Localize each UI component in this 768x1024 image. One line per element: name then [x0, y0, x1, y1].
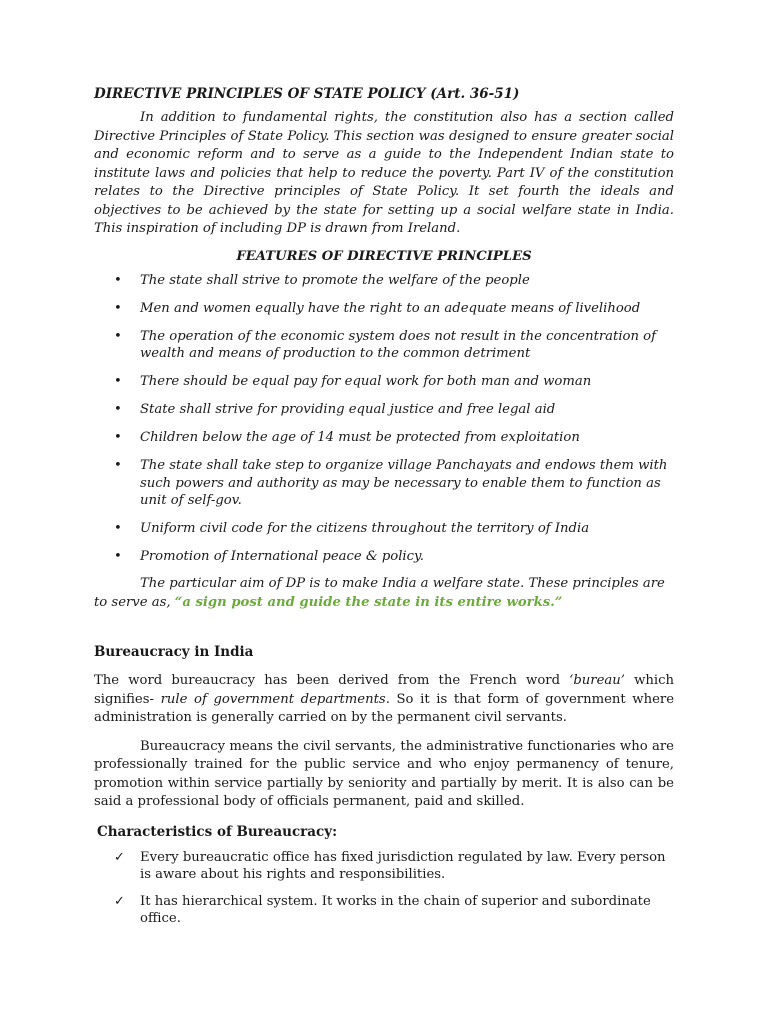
aim-paragraph — [94, 574, 674, 612]
feature-text: Men and women equally have the right to an adequate means of livelihood — [140, 300, 641, 316]
feature-item — [94, 328, 674, 363]
bullet-icon: • — [114, 272, 122, 288]
feature-item — [94, 520, 674, 538]
bullet-icon: • — [114, 402, 122, 417]
definition-word: ‘bureau’ — [569, 673, 625, 688]
intro-paragraph: In addition to fundamental rights, the constitution also has a section called Directive Principles of State Policy. This section was designed to ensure greater social and economic reform and to serve as a guide to the Independent Indian state to institute laws and policies that help to reduce the poverty. Part IV of the constitution relates to the Directive principles of State Policy. It set fourth the ideals and objectives to be achieved by the state for setting up a social welfare state in India. This inspiration of including DP is drawn from Ireland. — [94, 110, 674, 236]
feature-text: There should be equal pay for equal work for both man and woman — [140, 374, 592, 389]
feature-text: Children below the age of 14 must be protected from exploitation — [140, 430, 580, 445]
characteristics-heading: Characteristics of Bureaucracy: — [97, 823, 338, 840]
bullet-icon: • — [114, 328, 122, 344]
feature-item — [94, 272, 674, 290]
features-title: FEATURES OF DIRECTIVE PRINCIPLES — [236, 248, 532, 264]
bullet-icon: • — [114, 458, 122, 473]
characteristic-text: Every bureaucratic office has fixed jurisdiction regulated by law. Every person is aware about his rights and responsibilities. — [140, 849, 666, 882]
definition-rule: rule of government departments — [160, 691, 386, 707]
checkmark-icon: ✓ — [114, 893, 126, 909]
feature-text: The state shall take step to organize village Panchayats and endows them with such powers and authority as may be necessary to enable them to function as unit of self-gov. — [140, 458, 668, 508]
bullet-icon: • — [114, 521, 122, 536]
feature-text: Uniform civil code for the citizens throughout the territory of India — [140, 521, 590, 536]
characteristic-text: It has hierarchical system. It works in the chain of superior and subordinate office. — [140, 893, 651, 926]
bureaucracy-heading: Bureaucracy in India — [94, 644, 254, 660]
feature-item — [94, 373, 674, 391]
definition-text: The word bureaucracy has been derived from the French word — [94, 673, 570, 688]
characteristics-list — [94, 849, 674, 928]
bullet-icon: • — [114, 430, 122, 445]
feature-text: State shall strive for providing equal justice and free legal aid — [140, 402, 556, 417]
bullet-icon: • — [114, 374, 122, 389]
aim-quote: “a sign post and guide the state in its entire works.” — [174, 595, 563, 610]
bullet-icon: • — [114, 549, 122, 564]
aim-text: The particular aim of DP is to make India a welfare state. These principles are to serve as, — [94, 576, 665, 610]
feature-item — [94, 457, 674, 510]
bureaucracy-meaning: Bureaucracy means the civil servants, the administrative functionaries who are professionally trained for the public service and who enjoy permanency of tenure, promotion within service partially by seniority and partially by merit. It is also can be said a professional body of officials permanent, paid and skilled. — [94, 738, 674, 809]
doc-title: DIRECTIVE PRINCIPLES OF STATE POLICY (Art. 36-51) — [94, 86, 520, 102]
feature-text: The operation of the economic system does not result in the concentration of wealth and means of production to the common detriment — [140, 328, 656, 361]
checkmark-icon: ✓ — [114, 849, 126, 865]
definition-text: . So it is that form of government where administration is generally carried on by the permanent civil servants. — [94, 691, 675, 725]
characteristic-item — [94, 849, 674, 884]
feature-text: The state shall strive to promote the welfare of the people — [140, 272, 530, 288]
characteristic-item — [94, 893, 674, 928]
definition-text: which signifies- — [94, 673, 674, 707]
feature-text: Promotion of International peace & policy. — [140, 549, 424, 564]
feature-item — [94, 429, 674, 447]
bureaucracy-definition — [94, 672, 674, 728]
feature-item — [94, 401, 674, 419]
features-list — [94, 272, 674, 566]
feature-item — [94, 300, 674, 318]
feature-item — [94, 548, 674, 566]
bullet-icon: • — [114, 300, 122, 316]
